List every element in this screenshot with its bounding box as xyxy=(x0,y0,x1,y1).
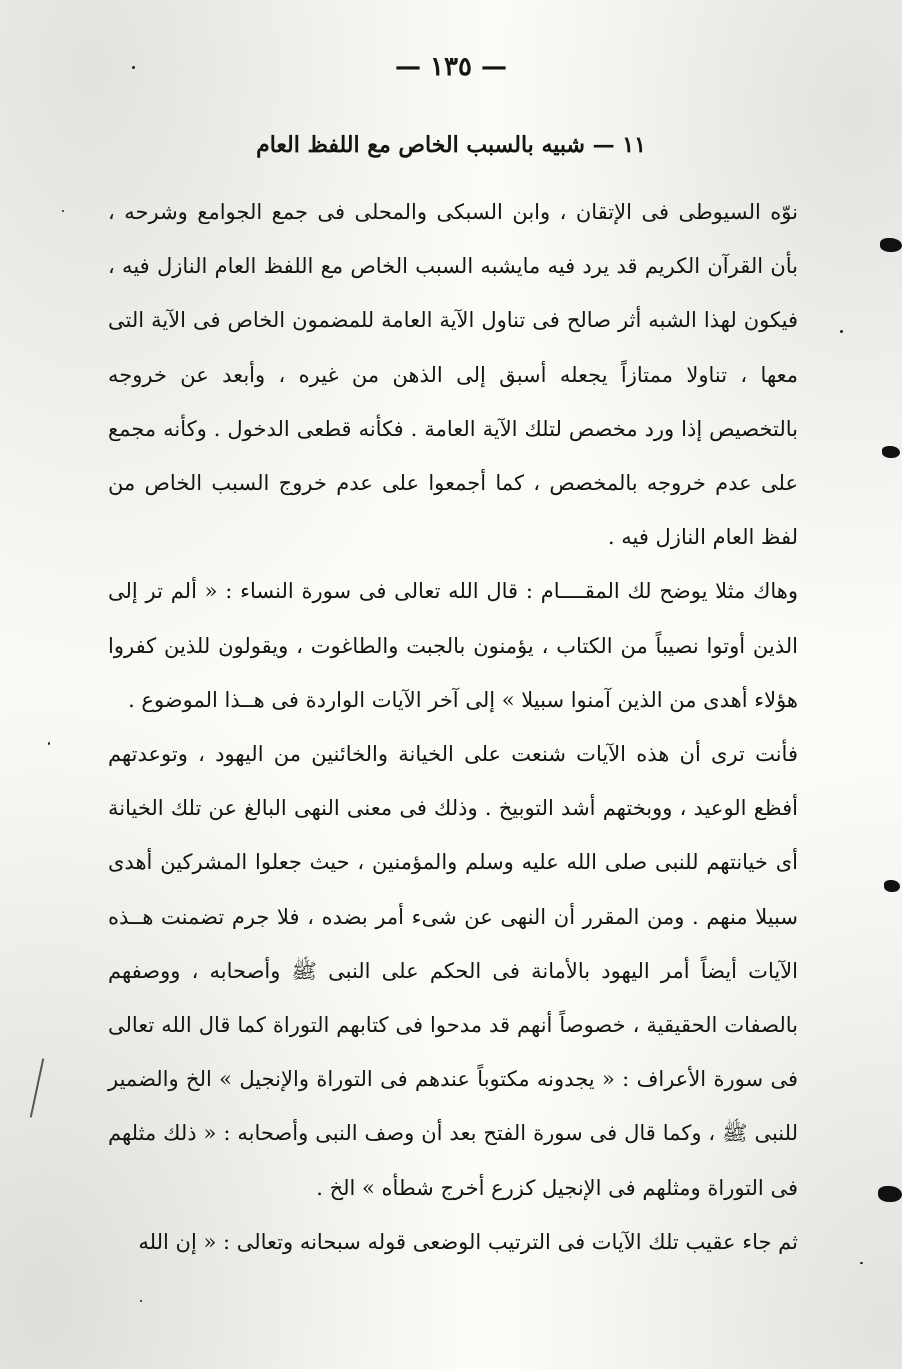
scan-speck xyxy=(48,742,50,745)
margin-ink-mark xyxy=(878,1186,902,1202)
margin-ink-mark xyxy=(880,238,902,252)
margin-ink-mark xyxy=(884,880,900,892)
scan-speck xyxy=(140,1300,142,1302)
body-text xyxy=(108,185,798,1269)
margin-pencil-mark xyxy=(30,1058,44,1117)
section-heading: ١١ — شبيه بالسبب الخاص مع اللفظ العام xyxy=(256,132,646,158)
scan-speck xyxy=(860,1262,863,1264)
margin-ink-mark xyxy=(882,446,900,458)
page-number: — ١٣٥ — xyxy=(394,52,508,82)
scan-speck xyxy=(62,210,64,212)
scan-speck xyxy=(840,330,843,333)
paragraph: فأنت ترى أن هذه الآيات شنعت على الخيانة والخائنين من اليهود ، وتوعدتهم أفظع الوعيد ، ووبختهم أشد التوبيخ . وذلك فى معنى النهى البالغ عن تلك الخيانة أى خيانتهم للنبى صلى الله عليه وسلم والمؤمنين ، حيث جعلوا المشركين أهدى سبيلا منهم . ومن المقرر أن النهى عن شىء أمر بضده ، فلا جرم تضمنت هــذه الآيات أيضاً أمر اليهود بالأمانة فى الحكم على النبى ﷺ وأصحابه ، ووصفهم بالصفات الحقيقية ، خصوصاً أنهم قد مدحوا فى كتابهم التوراة كما قال الله تعالى فى سورة الأعراف : « يجدونه مكتوباً عندهم فى التوراة والإنجيل » الخ والضمير للنبى ﷺ ، وكما قال فى سورة الفتح بعد أن وصف النبى وأصحابه : « ذلك مثلهم فى التوراة ومثلهم فى الإنجيل كزرع أخرج شطأه » الخ . xyxy=(108,742,798,1200)
paragraph: وهاك مثلا يوضح لك المقــــام : قال الله تعالى فى سورة النساء : « ألم تر إلى الذين أوتوا نصيباً من الكتاب ، يؤمنون بالجبت والطاغوت ، ويقولون للذين كفروا هؤلاء أهدى من الذين آمنوا سبيلا » إلى آخر الآيات الواردة فى هــذا الموضوع . xyxy=(108,579,798,712)
paragraph: نوّه السيوطى فى الإتقان ، وابن السبكى والمحلى فى جمع الجوامع وشرحه ، بأن القرآن الكريم قد يرد فيه مايشبه السبب الخاص مع اللفظ العام النازل فيه ، فيكون لهذا الشبه أثر صالح فى تناول الآية العامة للمضمون الخاص فى الآية التى معها ، تناولا ممتازاً يجعله أسبق إلى الذهن من غيره ، وأبعد عن خروجه بالتخصيص إذا ورد مخصص لتلك الآية العامة . فكأنه قطعى الدخول . وكأنه مجمع على عدم خروجه بالمخصص ، كما أجمعوا على عدم خروج السبب الخاص من لفظ العام النازل فيه . xyxy=(108,200,798,550)
paragraph: ثم جاء عقيب تلك الآيات فى الترتيب الوضعى قوله سبحانه وتعالى : « إن الله xyxy=(138,1229,798,1254)
